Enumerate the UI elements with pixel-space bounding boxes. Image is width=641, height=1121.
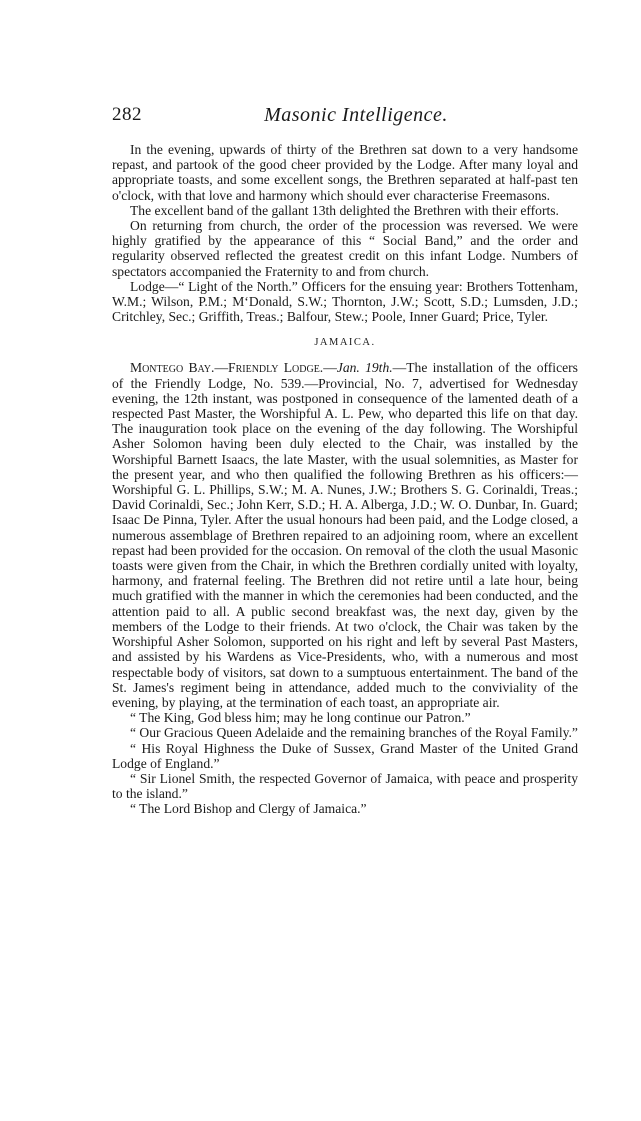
place-name: Montego Bay.	[130, 360, 215, 376]
toast-item: “ Sir Lionel Smith, the respected Governor of Jamaica, with peace and prosperity to the island.”	[112, 770, 578, 802]
toast-item: “ Our Gracious Queen Adelaide and the remaining branches of the Royal Family.”	[130, 725, 578, 741]
running-title: Masonic Intelligence.	[264, 104, 448, 126]
dash: —	[214, 360, 229, 376]
paragraph-evening-repast: In the evening, upwards of thirty of the Brethren sat down to a very handsome repast, and partook of the good cheer provided by the Lodge. After many loyal and appropriate toasts, and some excellent songs, the Brethren separated at half-past ten o'clock, with that love and harmony which should ever characterise Freemasons.	[112, 142, 578, 203]
toast-list	[112, 710, 578, 816]
report-date: Jan. 19th.	[336, 360, 393, 376]
toast-item: “ His Royal Highness the Duke of Sussex, Grand Master of the United Grand Lodge of England.”	[112, 740, 578, 771]
running-head	[112, 104, 578, 128]
toast-item: “ The King, God bless him; may he long continue our Patron.”	[130, 710, 471, 726]
paragraph-band: The excellent band of the gallant 13th delighted the Brethren with their efforts.	[130, 202, 559, 218]
document-page	[112, 104, 578, 817]
article-body	[112, 142, 578, 817]
page-number: 282	[112, 104, 142, 125]
paragraph-procession: On returning from church, the order of the procession was reversed. We were highly gratified by the appearance of this “ Social Band,” and the order and regularity observed reflected the greatest credit on this infant Lodge. Numbers of spectators accompanied the Fraternity to and from church.	[112, 218, 578, 279]
toast-item: “ The Lord Bishop and Clergy of Jamaica.”	[130, 801, 367, 817]
report-body: —The installation of the officers of the Friendly Lodge, No. 539.—Provincial, No. 7, advertised for Wednesday evening, the 12th instant, was postponed in consequence of the lamented death of a respected Past Master, the Worshipful A. L. Pew, who departed this life on that day. The inauguration took place on the evening of the day following. The Worshipful Asher Solomon having been duly elected to the Chair, was installed by the Worshipful Barnett Isaacs, the late Master, with the usual solemnities, as Master for the present year, and who then qualified the following Brethren as his officers:—Worshipful G. L. Phillips, S.W.; M. A. Nunes, J.W.; Brothers S. G. Corinaldi, Treas.; David Corinaldi, Sec.; John Kerr, S.D.; H. A. Alberga, J.D.; W. O. Dunbar, In. Guard; Isaac De Pinna, Tyler. After the usual honours had been paid, and the Lodge closed, a numerous assemblage of Brethren repaired to an adjoining room, where an excellent repast had been provided for the occasion. On removal of the cloth the usual Masonic toasts were given from the Chair, in which the Brethren cordially united with loyalty, harmony, and fraternal feeling. The Brethren did not retire until a late hour, being much gratified with the manner in which the ceremonies had been conducted, and the attention paid to all. A public second breakfast was, the next day, given by the members of the Lodge to their friends. At two o'clock, the Chair was taken by the Worshipful Asher Solomon, supported on his right and left by several Past Masters, and assisted by his Wardens as Vice-Presidents, who, with a numerous and most respectable body of visitors, sat down to a sumptuous entertainment. The band of the St. James's regiment being in attendance, added much to the conviviality of the evening, by playing, at the termination of each toast, an appropriate air.	[112, 360, 578, 710]
section-heading-jamaica: JAMAICA.	[314, 337, 376, 349]
paragraph-lodge-officers: Lodge—“ Light of the North.” Officers for the ensuing year: Brothers Tottenham, W.M.; Wilson, P.M.; M‘Donald, S.W.; Thornton, J.W.; Scott, S.D.; Lumsden, J.D.; Critchley, Sec.; Griffith, Treas.; Balfour, Stew.; Poole, Inner Guard; Price, Tyler.	[112, 278, 578, 325]
dash: —	[323, 360, 337, 376]
lodge-name: Friendly Lodge.	[228, 360, 324, 376]
paragraph-montego-bay	[112, 360, 578, 710]
